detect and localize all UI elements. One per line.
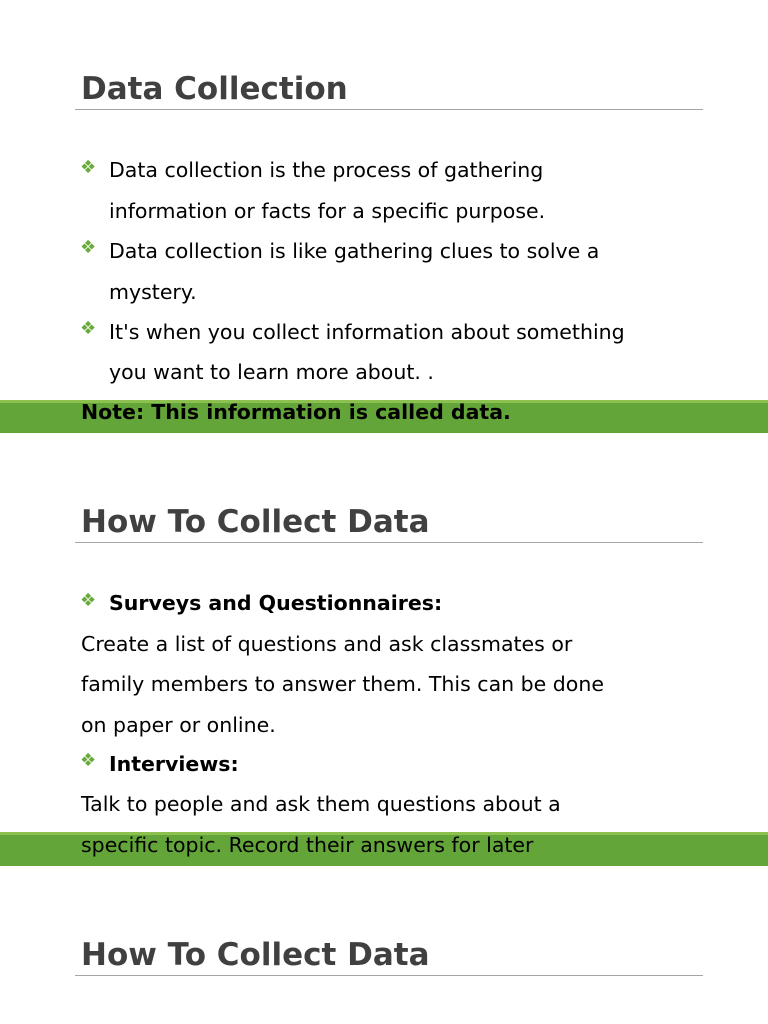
bullet-text: Data collection is the process of gathering <box>109 158 544 182</box>
bullet-text: Data collection is like gathering clues to solve a <box>109 239 600 263</box>
diamond-bullet-icon: ❖ <box>80 237 97 258</box>
slide-title: How To Collect Data <box>81 937 430 973</box>
title-divider <box>75 975 703 976</box>
slide-title: Data Collection <box>81 71 348 107</box>
bullet-text: information or facts for a specific purpose. <box>109 199 546 223</box>
bullet-text: It's when you collect information about something <box>109 320 625 344</box>
bullet-text: you want to learn more about. . <box>109 360 434 384</box>
diamond-bullet-icon: ❖ <box>80 750 97 771</box>
item-text: Create a list of questions and ask classmates or <box>81 632 573 656</box>
item-heading: Surveys and Questionnaires: <box>109 591 443 615</box>
bullet-text: mystery. <box>109 280 197 304</box>
item-heading: Interviews: <box>109 752 239 776</box>
note-text: Note: This information is called data. <box>81 400 511 424</box>
diamond-bullet-icon: ❖ <box>80 157 97 178</box>
item-text: family members to answer them. This can be done <box>81 672 604 696</box>
diamond-bullet-icon: ❖ <box>80 590 97 611</box>
title-divider <box>75 109 703 110</box>
item-text: on paper or online. <box>81 713 276 737</box>
diamond-bullet-icon: ❖ <box>80 318 97 339</box>
item-text: specific topic. Record their answers for later <box>81 833 534 857</box>
slide-how-to-collect-data-continued <box>0 866 768 1024</box>
slide-title: How To Collect Data <box>81 504 430 540</box>
title-divider <box>75 542 703 543</box>
item-text: Talk to people and ask them questions about a <box>81 792 561 816</box>
slide-data-collection <box>0 0 768 433</box>
slide-how-to-collect-data <box>0 433 768 866</box>
